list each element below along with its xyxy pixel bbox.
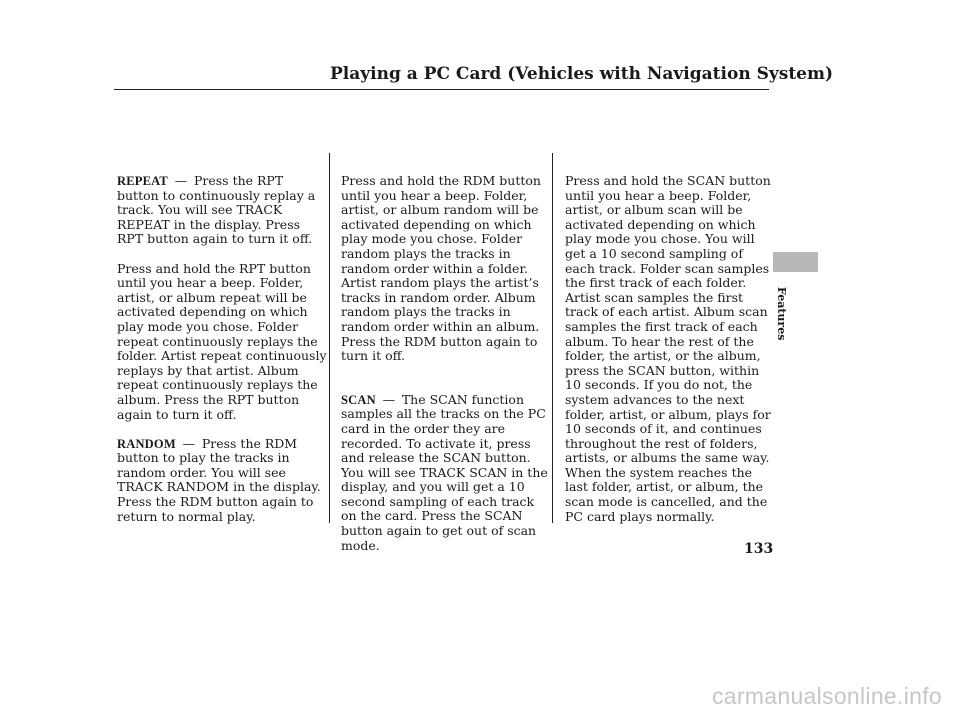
- repeat-hold-paragraph: Press and hold the RPT button until you hear a beep. Folder, artist, or album repeat will be activated depending on which play mode you chose. Folder repeat continuously replays the folder. Artist repeat continuously replays by that artist. Album repeat continuously replays the album. Press the RPT button again to turn it off.: [117, 260, 327, 422]
- title-divider: [114, 89, 769, 90]
- repeat-heading: REPEAT: [117, 174, 168, 188]
- column-divider-right: [552, 153, 553, 523]
- scan-hold-paragraph: Press and hold the SCAN button until you hear a beep. Folder, artist, or album scan will be activated depending on which play mode you chose. You will get a 10 second sampling of each track. Folder scan samples the first track of each folder. Artist scan samples the first track of each artist. Album scan samples the first track of each album. To hear the rest of the folder, the artist, or the album, press the SCAN button, within 10 seconds. If you do not, the system advances to the next folder, artist, or album, plays for 10 seconds of it, and continues throughout the rest of folders, artists, or albums the same way. When the system reaches the last folder, artist, or album, the scan mode is cancelled, and the PC card plays normally.: [565, 173, 771, 524]
- repeat-text: Press the RPT button to continuously replay a track. You will see TRACK REPEAT in the display. Press RPT button again to turn it off.: [117, 173, 316, 247]
- random-paragraph: [117, 437, 327, 525]
- random-heading: RANDOM: [117, 436, 176, 451]
- random-hold-paragraph: Press and hold the RDM button until you hear a beep. Folder, artist, or album random will be activated depending on which play mode you chose. Folder random plays the tracks in random order within a folder. Artist random plays the artist’s tracks in random order. Album random plays the tracks in random order within an album. Press the RDM button again to turn it off.: [341, 173, 541, 364]
- column-right: [565, 174, 775, 524]
- scan-dash: —: [382, 391, 396, 407]
- column-middle: [341, 174, 551, 553]
- repeat-dash: —: [174, 173, 188, 188]
- column-left: [117, 174, 327, 524]
- scan-heading: SCAN: [341, 392, 376, 407]
- random-dash: —: [182, 435, 196, 451]
- page-number: 133: [744, 541, 774, 557]
- column-divider-left: [329, 153, 330, 523]
- scan-paragraph: [341, 393, 551, 554]
- random-text: Press the RDM button to play the tracks in random order. You will see TRACK RANDOM in the display. Press the RDM button again to return to normal play.: [117, 435, 321, 524]
- watermark: carmanualsonline.info: [711, 683, 942, 709]
- repeat-paragraph: [117, 174, 327, 247]
- scan-text: The SCAN function samples all the tracks on the PC card in the order they are recorded. To activate it, press and release the SCAN button. You will see TRACK SCAN in the display, and you will get a 10 second sampling of each track on the card. Press the SCAN button again to get out of scan mode.: [341, 391, 548, 553]
- page-title: Playing a PC Card (Vehicles with Navigation System): [330, 64, 834, 84]
- section-tab-marker: [773, 252, 818, 272]
